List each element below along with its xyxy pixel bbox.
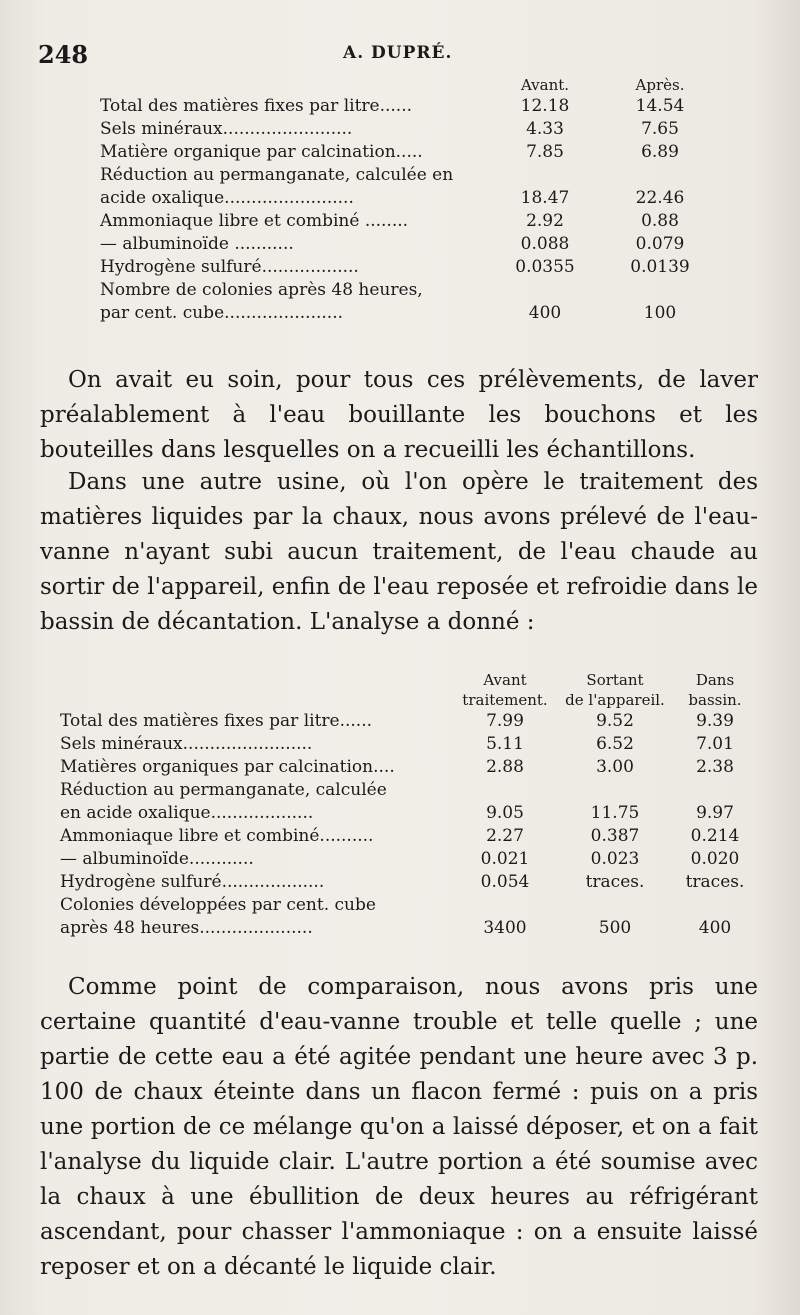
row-label: Réduction au permanganate, calculée (60, 780, 387, 800)
cell-value: 4.33 (526, 119, 564, 139)
cell-value: 2.27 (486, 826, 524, 846)
row-label: Hydrogène sulfuré.................. (100, 257, 359, 277)
table-row (60, 733, 760, 756)
cell-value (450, 894, 560, 917)
cell-value: 9.52 (596, 711, 634, 731)
cell-value: 0.021 (480, 849, 530, 869)
cell-value: 0.088 (520, 234, 570, 254)
cell-value (560, 894, 670, 917)
cell-value: traces. (685, 872, 745, 892)
column-header: Dans (695, 671, 735, 689)
row-label: Total des matières fixes par litre...... (100, 96, 413, 116)
cell-value: 0.054 (480, 872, 530, 892)
table-row (60, 779, 760, 802)
paragraph-text: Dans une autre usine, où l'on opère le traitement des matières liquides par la chaux, nous avons prélevé de l'eau-vanne n'ayant subi aucun traitement, de l'eau chaude au sortir de l'appareil, enfin de l'eau reposée et refroidie dans le bassin de décantation. L'analyse a donné : (40, 469, 758, 635)
cell-value: 100 (643, 303, 677, 323)
cell-value: 14.54 (635, 96, 685, 116)
row-label: par cent. cube...................... (100, 303, 344, 323)
cell-value: 9.05 (486, 803, 524, 823)
table-row (100, 95, 720, 118)
row-label: Sels minéraux........................ (60, 734, 313, 754)
cell-value: 0.387 (590, 826, 640, 846)
row-label: — albuminoïde............ (60, 849, 254, 869)
cell-value: 0.023 (590, 849, 640, 869)
cell-value: 9.97 (696, 803, 734, 823)
cell-value: 0.0139 (630, 257, 690, 277)
table-header-row (60, 670, 760, 690)
row-label: Ammoniaque libre et combiné.......... (60, 826, 374, 846)
cell-value: 11.75 (590, 803, 640, 823)
cell-value: 0.214 (690, 826, 740, 846)
cell-value (600, 279, 720, 302)
cell-value: 5.11 (486, 734, 524, 754)
cell-value: 2.88 (486, 757, 524, 777)
column-header: Sortant (586, 671, 644, 689)
cell-value (670, 779, 760, 802)
table-row (100, 233, 720, 256)
table-row (60, 825, 760, 848)
page-header (38, 40, 762, 70)
cell-value (560, 779, 670, 802)
table-row (60, 710, 760, 733)
paragraph-text: Comme point de comparaison, nous avons pris une certaine quantité d'eau-vanne trouble et telle quelle ; une partie de cette eau a été agitée pendant une heure avec 3 p. 100 de chaux éteinte dans un flacon fermé : puis on a pris une portion de ce mélange qu'on a laissé déposer, et on a fait l'analyse du liquide clair. L'autre portion a été soumise avec la chaux à une ébullition de deux heures au réfrigérant ascendant, pour chasser l'ammoniaque : on a ensuite laissé reposer et on a décanté le liquide clair. (40, 974, 758, 1280)
cell-value: 22.46 (635, 188, 685, 208)
row-label: Sels minéraux........................ (100, 119, 353, 139)
row-label: acide oxalique........................ (100, 188, 354, 208)
table-row (60, 848, 760, 871)
row-label: Total des matières fixes par litre...... (60, 711, 373, 731)
cell-value (600, 164, 720, 187)
table-header-row (100, 75, 720, 95)
cell-value: 0.079 (635, 234, 685, 254)
cell-value: 12.18 (520, 96, 570, 116)
column-header: Avant. (520, 76, 570, 94)
running-title: A. DUPRÉ. (343, 43, 453, 63)
cell-value: 2.38 (696, 757, 734, 777)
analysis-table-2 (60, 670, 760, 940)
paragraph-2 (40, 465, 758, 640)
cell-value: 400 (698, 918, 732, 938)
table-row (60, 871, 760, 894)
cell-value: 0.020 (690, 849, 740, 869)
column-header: Après. (635, 76, 685, 94)
cell-value: 18.47 (520, 188, 570, 208)
paragraph-1 (40, 363, 758, 468)
row-label: après 48 heures..................... (60, 918, 313, 938)
table-row (100, 164, 720, 187)
row-label: Hydrogène sulfuré................... (60, 872, 325, 892)
table-row (100, 118, 720, 141)
cell-value: 7.99 (486, 711, 524, 731)
table-row (60, 894, 760, 917)
cell-value (490, 164, 600, 187)
cell-value: 3.00 (596, 757, 634, 777)
cell-value: 2.92 (526, 211, 564, 231)
paragraph-3 (40, 970, 758, 1285)
row-label: Colonies développées par cent. cube (60, 895, 376, 915)
cell-value: 7.85 (526, 142, 564, 162)
cell-value: 7.01 (696, 734, 734, 754)
cell-value: 6.89 (641, 142, 679, 162)
cell-value: 500 (598, 918, 632, 938)
column-header: bassin. (688, 691, 742, 709)
table-row (60, 802, 760, 825)
column-header: Avant (483, 671, 527, 689)
table-row (60, 756, 760, 779)
page-number: 248 (38, 40, 89, 69)
row-label: en acide oxalique................... (60, 803, 314, 823)
row-label: Matière organique par calcination..... (100, 142, 423, 162)
row-label: Ammoniaque libre et combiné ........ (100, 211, 409, 231)
table-row (100, 141, 720, 164)
table-row (100, 256, 720, 279)
table-header-row (60, 690, 760, 710)
cell-value (490, 279, 600, 302)
cell-value: 3400 (483, 918, 527, 938)
row-label: Nombre de colonies après 48 heures, (100, 280, 423, 300)
paragraph-text: On avait eu soin, pour tous ces prélèvements, de laver préalablement à l'eau bouillante les bouchons et les bouteilles dans lesquelles on a recueilli les échantillons. (40, 367, 758, 463)
table-row (60, 917, 760, 940)
row-label: — albuminoïde ........... (100, 234, 294, 254)
cell-value: 0.0355 (515, 257, 575, 277)
cell-value (450, 779, 560, 802)
column-header: de l'appareil. (565, 691, 665, 709)
table-row (100, 187, 720, 210)
cell-value: traces. (585, 872, 645, 892)
table-row (100, 210, 720, 233)
cell-value: 7.65 (641, 119, 679, 139)
cell-value (670, 894, 760, 917)
cell-value: 400 (528, 303, 562, 323)
row-label: Matières organiques par calcination.... (60, 757, 395, 777)
table-row (100, 279, 720, 302)
analysis-table-1 (100, 75, 720, 325)
cell-value: 9.39 (696, 711, 734, 731)
cell-value: 0.88 (641, 211, 679, 231)
cell-value: 6.52 (596, 734, 634, 754)
column-header: traitement. (462, 691, 548, 709)
row-label: Réduction au permanganate, calculée en (100, 165, 454, 185)
table-row (100, 302, 720, 325)
